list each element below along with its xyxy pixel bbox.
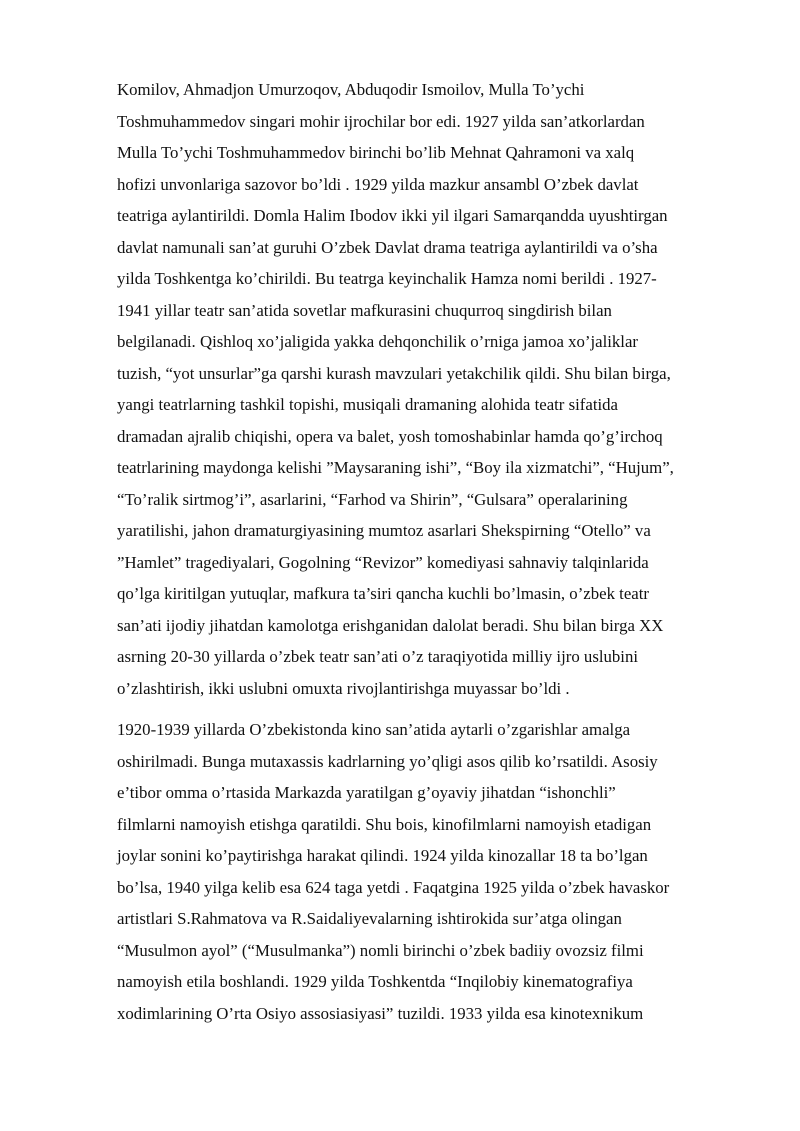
text-line: san’ati ijodiy jihatdan kamolotga erishganidan dalolat beradi. Shu bilan birga XX <box>117 615 664 635</box>
text-line: “Musulmon ayol” (“Musulmanka”) nomli birinchi o’zbek badiiy ovozsiz filmi <box>117 940 644 960</box>
text-line: tuzish, “yot unsurlar”ga qarshi kurash mavzulari yetakchilik qildi. Shu bilan birga, <box>117 363 671 383</box>
text-line: “To’ralik sirtmog’i”, asarlarini, “Farhod va Shirin”, “Gulsara” operalarining <box>117 489 628 509</box>
text-line: 1920-1939 yillarda O’zbekistonda kino san’atida aytarli o’zgarishlar amalga <box>117 720 631 739</box>
text-line: asrning 20-30 yillarda o’zbek teatr san’ati o’z taraqiyotida milliy ijro uslubini <box>117 647 639 666</box>
text-line: teatrlarining maydonga kelishi ”Maysaraning ishi”, “Boy ila xizmatchi”, “Hujum”, <box>117 458 674 477</box>
text-line: teatriga aylantirildi. Domla Halim Ibodov ikki yil ilgari Samarqandda uyushtirgan <box>117 206 668 225</box>
text-line: joylar sonini ko’paytirishga harakat qilindi. 1924 yilda kinozallar 18 ta bo’lgan <box>117 846 648 865</box>
text-line: o’zlashtirish, ikki uslubni omuxta rivojlantirishga muyassar bo’ldi . <box>117 678 570 698</box>
text-line: hofizi unvonlariga sazovor bo’ldi . 1929 yilda mazkur ansambl O’zbek davlat <box>117 174 639 194</box>
text-line: artistlari S.Rahmatova va R.Saidaliyevalarning ishtirokida sur’atga olingan <box>117 909 622 928</box>
text-line: e’tibor omma o’rtasida Markazda yaratilgan g’oyaviy jihatdan “ishonchli” <box>117 783 616 802</box>
text-line: ”Hamlet” tragediyalari, Gogolning “Revizor” komediyasi sahnaviy talqinlarida <box>117 552 649 572</box>
text-line: Toshmuhammedov singari mohir ijrochilar bor edi. 1927 yilda san’atkorlardan <box>117 111 645 131</box>
text-line: yangi teatrlarning tashkil topishi, musiqali dramaning alohida teatr sifatida <box>117 395 618 414</box>
text-line: 1941 yillar teatr san’atida sovetlar mafkurasini chuqurroq singdirish bilan <box>117 300 612 320</box>
text-line: Mulla To’ychi Toshmuhammedov birinchi bo’lib Mehnat Qahramoni va xalq <box>117 143 635 162</box>
text-line: davlat namunali san’at guruhi O’zbek Davlat drama teatriga aylantirildi va o’sha <box>117 237 658 257</box>
paragraph-theatre <box>117 74 742 704</box>
text-line: qo’lga kiritilgan yutuqlar, mafkura ta’siri qancha kuchli bo’lmasin, o’zbek teatr <box>117 584 649 603</box>
text-line: xodimlarining O’rta Osiyo assosiasiyasi” tuzildi. 1933 yilda esa kinotexnikum <box>117 1003 644 1023</box>
text-line: yilda Toshkentga ko’chirildi. Bu teatrga keyinchalik Hamza nomi berildi . 1927- <box>117 269 657 288</box>
text-line: Komilov, Ahmadjon Umurzoqov, Abduqodir Ismoilov, Mulla To’ychi <box>117 80 585 99</box>
text-line: dramadan ajralib chiqishi, opera va balet, yosh tomoshabinlar hamda qo’g’irchoq <box>117 426 663 446</box>
text-line: yaratilishi, jahon dramaturgiyasining mumtoz asarlari Shekspirning “Otello” va <box>117 521 651 540</box>
paragraph-spacer <box>117 704 742 714</box>
document-body <box>117 74 742 1029</box>
text-line: oshirilmadi. Bunga mutaxassis kadrlarning yo’qligi asos qilib ko’rsatildi. Asosiy <box>117 751 658 771</box>
text-line: filmlarni namoyish etishga qaratildi. Shu bois, kinofilmlarni namoyish etadigan <box>117 814 652 834</box>
text-line: namoyish etila boshlandi. 1929 yilda Toshkentda “Inqilobiy kinematografiya <box>117 972 633 991</box>
text-line: bo’lsa, 1940 yilga kelib esa 624 taga yetdi . Faqatgina 1925 yilda o’zbek havaskor <box>117 877 670 897</box>
text-line: belgilanadi. Qishloq xo’jaligida yakka dehqonchilik o’rniga jamoa xo’jaliklar <box>117 332 639 351</box>
paragraph-cinema <box>117 714 742 1029</box>
